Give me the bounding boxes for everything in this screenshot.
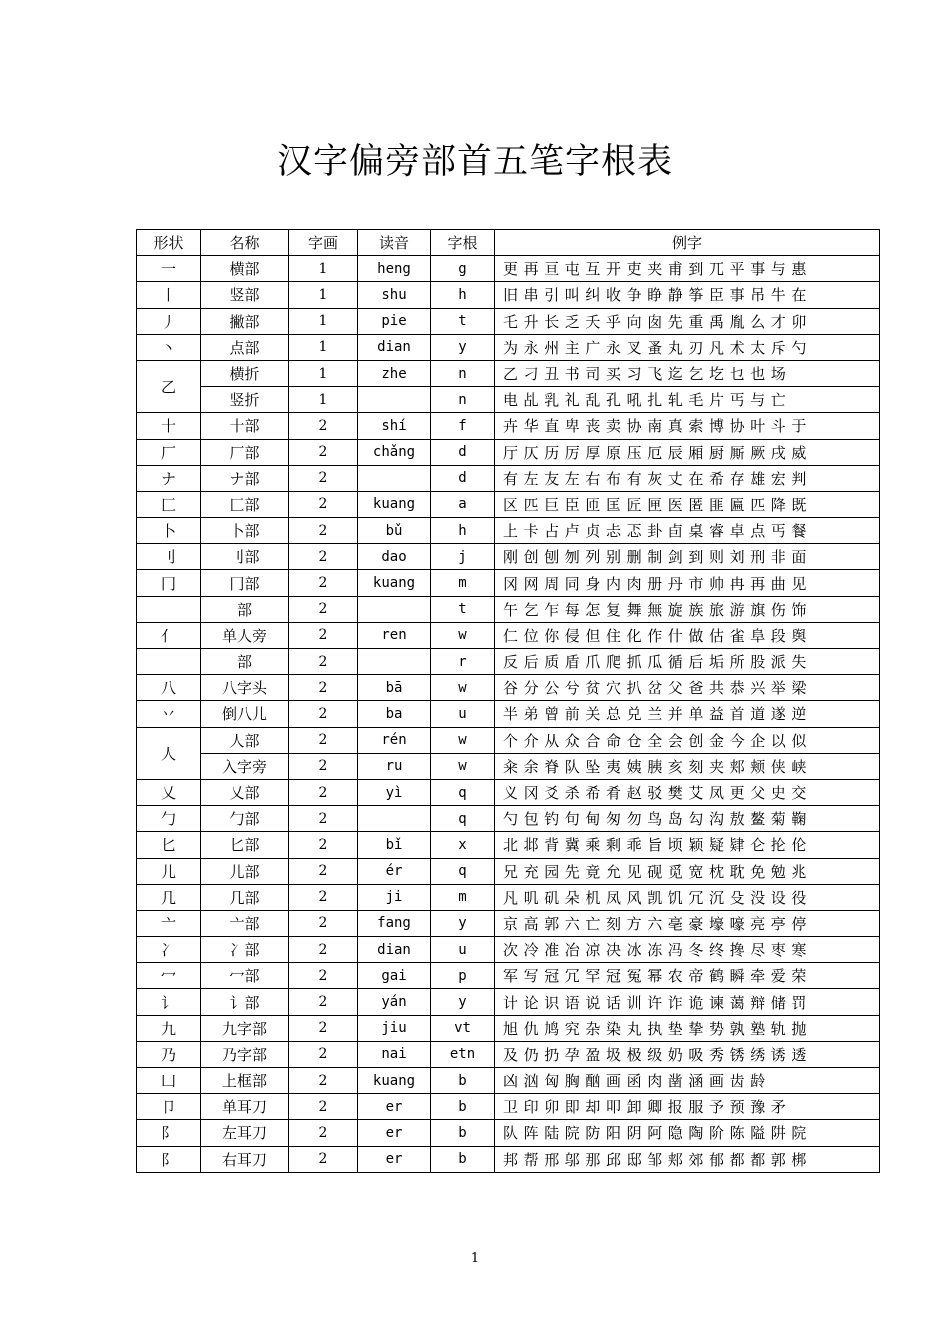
cell-shape: 冫 bbox=[137, 937, 201, 963]
table-row bbox=[137, 701, 880, 727]
cell-shape: 乃 bbox=[137, 1041, 201, 1067]
cell-name: 右耳刀 bbox=[201, 1146, 289, 1172]
cell-name: 乂部 bbox=[201, 779, 289, 805]
cell-name: 冖部 bbox=[201, 963, 289, 989]
cell-examples: 军写冠冗罕冠冤幂农帝鹤瞬牵爱荣 bbox=[495, 963, 880, 989]
cell-code: n bbox=[431, 360, 495, 386]
cell-examples: 谷分公兮贫穴扒岔父爸共恭兴举梁 bbox=[495, 675, 880, 701]
cell-examples: 卫印卯即却叩卸卿报服予预豫矛 bbox=[495, 1094, 880, 1120]
cell-code: a bbox=[431, 491, 495, 517]
cell-strokes: 1 bbox=[289, 334, 358, 360]
cell-pinyin: dian bbox=[358, 937, 431, 963]
cell-pinyin bbox=[358, 387, 431, 413]
cell-name: 亠部 bbox=[201, 910, 289, 936]
header-shape: 形状 bbox=[137, 230, 201, 256]
table-row bbox=[137, 282, 880, 308]
cell-strokes: 2 bbox=[289, 701, 358, 727]
cell-strokes: 2 bbox=[289, 649, 358, 675]
cell-shape: 匕 bbox=[137, 832, 201, 858]
table-row bbox=[137, 675, 880, 701]
cell-name: 乃字部 bbox=[201, 1041, 289, 1067]
cell-name: 人部 bbox=[201, 727, 289, 753]
cell-examples: 队阵陆院防阳阴阿隐陶阶陈隘阱院 bbox=[495, 1120, 880, 1146]
cell-strokes: 2 bbox=[289, 570, 358, 596]
cell-name: 入字旁 bbox=[201, 753, 289, 779]
cell-shape: 一 bbox=[137, 256, 201, 282]
cell-examples: 为永州主广永叉蚤丸刃凡术太斥勺 bbox=[495, 334, 880, 360]
cell-shape bbox=[137, 596, 201, 622]
cell-code: b bbox=[431, 1094, 495, 1120]
cell-pinyin: shí bbox=[358, 413, 431, 439]
cell-examples: 籴余脊队坠夷姨胰亥刻夹郏颊侠峡 bbox=[495, 753, 880, 779]
cell-examples: 有左友左右布有灰丈在希存雄宏判 bbox=[495, 465, 880, 491]
cell-name: 勹部 bbox=[201, 806, 289, 832]
table-row bbox=[137, 544, 880, 570]
cell-pinyin: shu bbox=[358, 282, 431, 308]
cell-shape: 乙 bbox=[137, 360, 201, 412]
cell-examples: 个介从众合命仓全会创金今企以似 bbox=[495, 727, 880, 753]
cell-examples: 兄充园先竟允见砚觅宽枕耽免勉兆 bbox=[495, 858, 880, 884]
table-row bbox=[137, 622, 880, 648]
cell-examples: 凶汹匈胸酗画函肉凿涵画齿龄 bbox=[495, 1068, 880, 1094]
cell-pinyin: ren bbox=[358, 622, 431, 648]
cell-pinyin: kuang bbox=[358, 1068, 431, 1094]
table-row bbox=[137, 439, 880, 465]
cell-name: 儿部 bbox=[201, 858, 289, 884]
cell-strokes: 2 bbox=[289, 465, 358, 491]
cell-name: 左耳刀 bbox=[201, 1120, 289, 1146]
cell-pinyin: bǐ bbox=[358, 832, 431, 858]
cell-shape: 丨 bbox=[137, 282, 201, 308]
header-code: 字根 bbox=[431, 230, 495, 256]
cell-code: g bbox=[431, 256, 495, 282]
cell-examples: 上卡占卢贞忐忑卦卣桌睿卓点丐餐 bbox=[495, 518, 880, 544]
cell-code: b bbox=[431, 1146, 495, 1172]
cell-strokes: 2 bbox=[289, 989, 358, 1015]
cell-pinyin: ba bbox=[358, 701, 431, 727]
cell-examples: 及仍扔孕盈圾极级奶吸秀锈绣诱透 bbox=[495, 1041, 880, 1067]
cell-pinyin bbox=[358, 465, 431, 491]
cell-code: q bbox=[431, 806, 495, 832]
table-row bbox=[137, 832, 880, 858]
cell-examples: 更再亘屯互开吏夹甫到兀平事与惠 bbox=[495, 256, 880, 282]
cell-code: q bbox=[431, 858, 495, 884]
table-body bbox=[137, 256, 880, 1173]
cell-code: vt bbox=[431, 1015, 495, 1041]
cell-code: d bbox=[431, 439, 495, 465]
table-row bbox=[137, 753, 880, 779]
cell-examples: 次冷准冶凉决冰冻冯冬终搀尽枣寒 bbox=[495, 937, 880, 963]
cell-code: h bbox=[431, 282, 495, 308]
cell-name: 倒八儿 bbox=[201, 701, 289, 727]
cell-code: u bbox=[431, 937, 495, 963]
cell-strokes: 2 bbox=[289, 779, 358, 805]
cell-strokes: 2 bbox=[289, 413, 358, 439]
cell-pinyin: nai bbox=[358, 1041, 431, 1067]
cell-pinyin: ru bbox=[358, 753, 431, 779]
table-row bbox=[137, 596, 880, 622]
cell-examples: 乇升长乏夭乎向囱先重禹胤么才卯 bbox=[495, 308, 880, 334]
cell-code: w bbox=[431, 622, 495, 648]
cell-examples: 刚创刨刎列别删制剑到则刘刑非面 bbox=[495, 544, 880, 570]
cell-pinyin: bā bbox=[358, 675, 431, 701]
cell-shape: 几 bbox=[137, 884, 201, 910]
table-row bbox=[137, 360, 880, 386]
cell-strokes: 2 bbox=[289, 727, 358, 753]
cell-name: 九字部 bbox=[201, 1015, 289, 1041]
cell-pinyin: pie bbox=[358, 308, 431, 334]
cell-pinyin: zhe bbox=[358, 360, 431, 386]
table-row bbox=[137, 963, 880, 989]
cell-code: p bbox=[431, 963, 495, 989]
cell-shape bbox=[137, 649, 201, 675]
cell-shape: 乂 bbox=[137, 779, 201, 805]
cell-shape: 丿 bbox=[137, 308, 201, 334]
table-row bbox=[137, 858, 880, 884]
cell-pinyin: er bbox=[358, 1146, 431, 1172]
cell-code: y bbox=[431, 989, 495, 1015]
cell-name: 撇部 bbox=[201, 308, 289, 334]
table-row bbox=[137, 256, 880, 282]
cell-shape: 匚 bbox=[137, 491, 201, 517]
cell-pinyin: chǎng bbox=[358, 439, 431, 465]
header-examples: 例字 bbox=[495, 230, 880, 256]
cell-shape: 丷 bbox=[137, 701, 201, 727]
cell-shape: 十 bbox=[137, 413, 201, 439]
cell-pinyin: kuang bbox=[358, 570, 431, 596]
cell-examples: 北邶背冀乘剩乖旨顷颖疑肄仑抡伦 bbox=[495, 832, 880, 858]
cell-code: r bbox=[431, 649, 495, 675]
cell-strokes: 1 bbox=[289, 360, 358, 386]
cell-shape: 勹 bbox=[137, 806, 201, 832]
cell-shape: 讠 bbox=[137, 989, 201, 1015]
cell-strokes: 2 bbox=[289, 832, 358, 858]
cell-strokes: 2 bbox=[289, 806, 358, 832]
cell-strokes: 2 bbox=[289, 1041, 358, 1067]
cell-code: t bbox=[431, 308, 495, 334]
table-row bbox=[137, 1041, 880, 1067]
table-row bbox=[137, 1068, 880, 1094]
cell-name: 八字头 bbox=[201, 675, 289, 701]
cell-examples: 京高郭六亡刻方六亳豪壕嚎亮亭停 bbox=[495, 910, 880, 936]
cell-strokes: 1 bbox=[289, 308, 358, 334]
cell-examples: 电乩乳礼乱孔吼扎轧毛片丐与亡 bbox=[495, 387, 880, 413]
table-row bbox=[137, 1120, 880, 1146]
cell-examples: 旧串引叫纠收争睁静筝臣事吊牛在 bbox=[495, 282, 880, 308]
table-row bbox=[137, 334, 880, 360]
cell-pinyin: bǔ bbox=[358, 518, 431, 544]
cell-pinyin: dao bbox=[358, 544, 431, 570]
cell-code: b bbox=[431, 1120, 495, 1146]
cell-strokes: 2 bbox=[289, 937, 358, 963]
cell-strokes: 2 bbox=[289, 518, 358, 544]
table-row bbox=[137, 989, 880, 1015]
cell-examples: 半弟曾前关总兑兰并单益首道遂逆 bbox=[495, 701, 880, 727]
table-row bbox=[137, 806, 880, 832]
table-row bbox=[137, 1015, 880, 1041]
cell-shape: ナ bbox=[137, 465, 201, 491]
cell-pinyin: heng bbox=[358, 256, 431, 282]
cell-strokes: 2 bbox=[289, 1068, 358, 1094]
cell-examples: 卉华直卑丧卖协南真索博协叶斗于 bbox=[495, 413, 880, 439]
table-row bbox=[137, 387, 880, 413]
cell-examples: 午乞乍每怎复舞無旋族旅游旗伤饰 bbox=[495, 596, 880, 622]
cell-code: etn bbox=[431, 1041, 495, 1067]
table-header-row bbox=[137, 230, 880, 256]
cell-shape: 丶 bbox=[137, 334, 201, 360]
cell-code: w bbox=[431, 753, 495, 779]
cell-shape: 冂 bbox=[137, 570, 201, 596]
cell-code: h bbox=[431, 518, 495, 544]
cell-name: 竖部 bbox=[201, 282, 289, 308]
cell-name: 厂部 bbox=[201, 439, 289, 465]
cell-pinyin bbox=[358, 649, 431, 675]
cell-shape: 冖 bbox=[137, 963, 201, 989]
cell-name: 冂部 bbox=[201, 570, 289, 596]
cell-strokes: 2 bbox=[289, 884, 358, 910]
cell-pinyin bbox=[358, 806, 431, 832]
cell-pinyin: rén bbox=[358, 727, 431, 753]
cell-strokes: 2 bbox=[289, 963, 358, 989]
cell-code: b bbox=[431, 1068, 495, 1094]
table-row bbox=[137, 937, 880, 963]
cell-name: 讠部 bbox=[201, 989, 289, 1015]
table-row bbox=[137, 465, 880, 491]
cell-shape: 厂 bbox=[137, 439, 201, 465]
cell-name: 横部 bbox=[201, 256, 289, 282]
table-row bbox=[137, 884, 880, 910]
cell-code: n bbox=[431, 387, 495, 413]
table-row bbox=[137, 413, 880, 439]
cell-code: m bbox=[431, 884, 495, 910]
table-row bbox=[137, 308, 880, 334]
cell-examples: 旭仇鸠究杂染丸执垫挚势孰塾轨抛 bbox=[495, 1015, 880, 1041]
cell-shape: 亻 bbox=[137, 622, 201, 648]
cell-code: x bbox=[431, 832, 495, 858]
cell-shape: 凵 bbox=[137, 1068, 201, 1094]
cell-pinyin: er bbox=[358, 1120, 431, 1146]
cell-name: 单耳刀 bbox=[201, 1094, 289, 1120]
header-strokes: 字画 bbox=[289, 230, 358, 256]
cell-examples: 勺包钓句甸匆勿鸟岛勾沟敖鳌菊鞠 bbox=[495, 806, 880, 832]
cell-pinyin bbox=[358, 596, 431, 622]
cell-strokes: 2 bbox=[289, 491, 358, 517]
cell-examples: 反后质盾爪爬抓瓜循后垢所股派失 bbox=[495, 649, 880, 675]
cell-examples: 计论识语说话训许诈诡谏蔼辩储罚 bbox=[495, 989, 880, 1015]
table-row bbox=[137, 1146, 880, 1172]
cell-pinyin: yì bbox=[358, 779, 431, 805]
cell-strokes: 2 bbox=[289, 1120, 358, 1146]
cell-pinyin: er bbox=[358, 1094, 431, 1120]
cell-strokes: 1 bbox=[289, 282, 358, 308]
cell-pinyin: ér bbox=[358, 858, 431, 884]
cell-strokes: 1 bbox=[289, 387, 358, 413]
document-title: 汉字偏旁部首五笔字根表 bbox=[276, 142, 673, 182]
header-pinyin: 读音 bbox=[358, 230, 431, 256]
cell-code: d bbox=[431, 465, 495, 491]
cell-name: 部 bbox=[201, 596, 289, 622]
cell-name: ナ部 bbox=[201, 465, 289, 491]
cell-shape: 儿 bbox=[137, 858, 201, 884]
cell-code: y bbox=[431, 910, 495, 936]
cell-name: 横折 bbox=[201, 360, 289, 386]
cell-pinyin: kuang bbox=[358, 491, 431, 517]
cell-examples: 乙刁丑书司买习飞迄乞圪乜也场 bbox=[495, 360, 880, 386]
cell-name: 匚部 bbox=[201, 491, 289, 517]
cell-strokes: 1 bbox=[289, 256, 358, 282]
cell-shape: 人 bbox=[137, 727, 201, 779]
cell-examples: 冈网周同身内肉册丹市帅冉再曲见 bbox=[495, 570, 880, 596]
cell-name: 卜部 bbox=[201, 518, 289, 544]
cell-shape: 阝 bbox=[137, 1120, 201, 1146]
cell-shape: 阝 bbox=[137, 1146, 201, 1172]
cell-examples: 区匹巨臣匝匡匠匣医匿匪匾匹降既 bbox=[495, 491, 880, 517]
cell-pinyin: ji bbox=[358, 884, 431, 910]
cell-strokes: 2 bbox=[289, 675, 358, 701]
cell-code: t bbox=[431, 596, 495, 622]
cell-examples: 厅仄历厉厚原压厄辰厢厨厮厥戌威 bbox=[495, 439, 880, 465]
cell-examples: 义冈爻杀希肴赵驳樊艾凤更父史交 bbox=[495, 779, 880, 805]
cell-pinyin: jiu bbox=[358, 1015, 431, 1041]
cell-shape: 九 bbox=[137, 1015, 201, 1041]
cell-code: j bbox=[431, 544, 495, 570]
cell-strokes: 2 bbox=[289, 1146, 358, 1172]
cell-strokes: 2 bbox=[289, 544, 358, 570]
header-name: 名称 bbox=[201, 230, 289, 256]
cell-name: 上框部 bbox=[201, 1068, 289, 1094]
cell-pinyin: dian bbox=[358, 334, 431, 360]
cell-strokes: 2 bbox=[289, 910, 358, 936]
cell-name: 匕部 bbox=[201, 832, 289, 858]
cell-strokes: 2 bbox=[289, 1094, 358, 1120]
cell-name: 刂部 bbox=[201, 544, 289, 570]
cell-name: 冫部 bbox=[201, 937, 289, 963]
table-row bbox=[137, 1094, 880, 1120]
cell-name: 几部 bbox=[201, 884, 289, 910]
cell-strokes: 2 bbox=[289, 596, 358, 622]
table-row bbox=[137, 779, 880, 805]
page-number: 1 bbox=[470, 1251, 480, 1266]
cell-code: u bbox=[431, 701, 495, 727]
cell-name: 竖折 bbox=[201, 387, 289, 413]
cell-strokes: 2 bbox=[289, 858, 358, 884]
cell-code: w bbox=[431, 727, 495, 753]
cell-strokes: 2 bbox=[289, 1015, 358, 1041]
table-row bbox=[137, 910, 880, 936]
table-row bbox=[137, 491, 880, 517]
cell-strokes: 2 bbox=[289, 439, 358, 465]
radical-table bbox=[136, 229, 880, 1173]
cell-pinyin: yán bbox=[358, 989, 431, 1015]
cell-examples: 仁位你侵但住化作什做估雀阜段舆 bbox=[495, 622, 880, 648]
cell-code: m bbox=[431, 570, 495, 596]
cell-code: q bbox=[431, 779, 495, 805]
cell-examples: 凡叽矶朵机凤风凯饥冗沉殳没设役 bbox=[495, 884, 880, 910]
cell-pinyin: gai bbox=[358, 963, 431, 989]
cell-strokes: 2 bbox=[289, 753, 358, 779]
cell-shape: 卜 bbox=[137, 518, 201, 544]
cell-name: 单人旁 bbox=[201, 622, 289, 648]
cell-strokes: 2 bbox=[289, 622, 358, 648]
table-row bbox=[137, 570, 880, 596]
cell-code: w bbox=[431, 675, 495, 701]
table-row bbox=[137, 727, 880, 753]
cell-shape: 卩 bbox=[137, 1094, 201, 1120]
table-row bbox=[137, 518, 880, 544]
cell-code: y bbox=[431, 334, 495, 360]
cell-shape: 刂 bbox=[137, 544, 201, 570]
cell-pinyin: fang bbox=[358, 910, 431, 936]
cell-examples: 邦帮邢邬那邱邸邹郏郊郁都都郭梆 bbox=[495, 1146, 880, 1172]
cell-shape: 亠 bbox=[137, 910, 201, 936]
cell-name: 十部 bbox=[201, 413, 289, 439]
cell-shape: 八 bbox=[137, 675, 201, 701]
cell-name: 点部 bbox=[201, 334, 289, 360]
cell-name: 部 bbox=[201, 649, 289, 675]
table-row bbox=[137, 649, 880, 675]
cell-code: f bbox=[431, 413, 495, 439]
